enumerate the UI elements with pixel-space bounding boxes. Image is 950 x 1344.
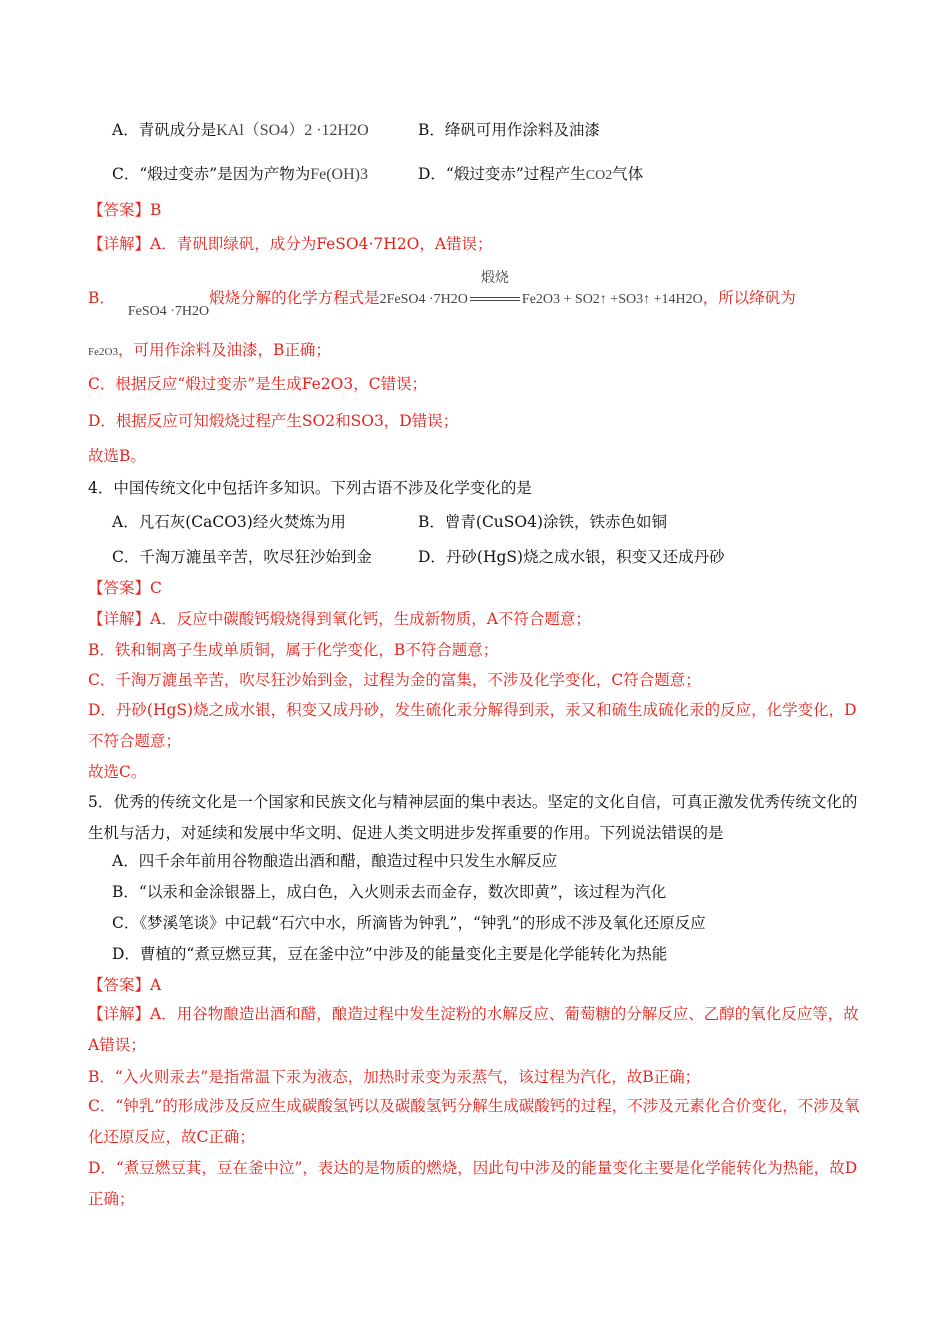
q4-detail-a: 【详解】A．反应中碳酸钙煅烧得到氧化钙，生成新物质，A不符合题意；	[88, 610, 591, 628]
q4-stem: 4．中国传统文化中包括许多知识。下列古语不涉及化学变化的是	[88, 479, 532, 497]
q4-detail-c: C．千淘万漉虽辛苦，吹尽狂沙始到金，过程为金的富集，不涉及化学变化，C符合题意；	[88, 671, 701, 689]
q3-option-d-formula: CO2	[585, 168, 613, 183]
q3-equation-right: Fe2O3 + SO2↑ +SO3↑ +14H2O	[521, 292, 703, 307]
q3-option-c-formula: Fe(OH)3	[310, 166, 368, 183]
q4-option-a: A．凡石灰(CaCO3)经火焚炼为用	[112, 513, 346, 531]
q3-detail-c: C．根据反应“煅过变赤”是生成Fe2O3，C错误；	[88, 375, 428, 393]
q3-option-a	[112, 118, 369, 143]
q5-answer: 【答案】A	[88, 976, 162, 994]
q3-option-b: B．绛矾可用作涂料及油漆	[418, 121, 600, 139]
q3-answer: 【答案】B	[88, 201, 162, 219]
q3-option-c-text: C．“煅过变赤”是因为产物为	[112, 165, 311, 183]
q3-option-d	[418, 162, 643, 188]
q5-option-c: C．《梦溪笔谈》中记载“石穴中水，所滴皆为钟乳”，“钟乳”的形成不涉及氧化还原反应	[112, 914, 706, 932]
q4-answer: 【答案】C	[88, 579, 162, 597]
q3-detail-b2	[88, 338, 862, 364]
q3-option-d-tail: 气体	[612, 165, 644, 183]
q5-option-d: D．曹植的“煮豆燃豆萁，豆在釜中泣”中涉及的能量变化主要是化学能转化为热能	[112, 945, 668, 963]
q3-equation-arrow	[468, 270, 522, 310]
q3-option-d-text: D．“煅过变赤”过程产生	[418, 165, 586, 183]
q3-detail-b-head: B．	[88, 289, 115, 307]
q4-detail-d: D．丹砂(HgS)烧之成水银，积变又成丹砂，发生硫化汞分解得到汞，汞又和硫生成硫化汞的反应，化学变化，D不符合题意；	[88, 701, 857, 750]
q4-detail-b: B．铁和铜离子生成单质铜，属于化学变化，B不符合题意；	[88, 641, 499, 659]
q3-option-a-formula: KAl（SO4）2 ·12H2O	[216, 122, 369, 139]
q3-detail-b-mid: 煅烧分解的化学方程式是	[209, 289, 380, 307]
q5-detail-d: D．“煮豆燃豆萁，豆在釜中泣”，表达的是物质的燃烧，因此句中涉及的能量变化主要是化学能转化为热能，故D正确；	[88, 1159, 858, 1208]
q3-equation-condition: 煅烧	[480, 270, 509, 286]
q5-detail-c: C．“钟乳”的形成涉及反应生成碳酸氢钙以及碳酸氢钙分解生成碳酸钙的过程，不涉及元素化合价变化，不涉及氧化还原反应，故C正确；	[88, 1097, 860, 1146]
q3-equation-left: 2FeSO4 ·7H2O	[379, 292, 468, 307]
q4-conclusion: 故选C。	[88, 763, 147, 781]
q4-option-c: C．千淘万漉虽辛苦，吹尽狂沙始到金	[112, 548, 372, 566]
q3-detail-d: D．根据反应可知煅烧过程产生SO2和SO3，D错误；	[88, 412, 459, 430]
q5-detail-a: 【详解】A．用谷物酿造出酒和醋，酿造过程中发生淀粉的水解反应、葡萄糖的分解反应、乙醇的氧化反应等，故A错误；	[88, 1005, 859, 1054]
q3-detail-a: 【详解】A．青矾即绿矾，成分为FeSO4·7H2O，A错误；	[88, 235, 493, 253]
q5-option-a: A．四千余年前用谷物酿造出酒和醋，酿造过程中只发生水解反应	[112, 852, 558, 870]
q4-option-d: D．丹砂(HgS)烧之成水银，积变又还成丹砂	[418, 548, 725, 566]
q5-stem: 5．优秀的传统文化是一个国家和民族文化与精神层面的集中表达。坚定的文化自信，可真正激发优秀传统文化的生机与活力，对延续和发展中华文明、促进人类文明进步发挥重要的作用。下列说法错误的是	[88, 793, 858, 842]
q3-detail-b-formula: FeSO4 ·7H2O	[127, 304, 210, 319]
q4-option-b: B．曾青(CuSO4)涂铁，铁赤色如铜	[418, 513, 668, 531]
q3-detail-b	[88, 270, 862, 319]
q5-detail-b: B．“入火则汞去”是指常温下汞为液态，加热时汞变为汞蒸气，该过程为汽化，故B正确；	[88, 1068, 701, 1086]
q3-conclusion: 故选B。	[88, 447, 146, 465]
q3-option-a-text: A．青矾成分是	[112, 121, 217, 139]
q3-detail-b-tail: ，所以绛矾为	[702, 289, 796, 307]
equals-sign-icon	[470, 297, 520, 301]
q3-detail-b2-text: ，可用作涂料及油漆，B正确；	[117, 341, 331, 359]
q3-option-c	[112, 162, 368, 187]
q5-option-b: B．“以汞和金涂银器上，成白色，入火则汞去而金存，数次即黄”，该过程为汽化	[112, 883, 667, 901]
q3-detail-b2-formula: Fe2O3	[88, 346, 118, 358]
